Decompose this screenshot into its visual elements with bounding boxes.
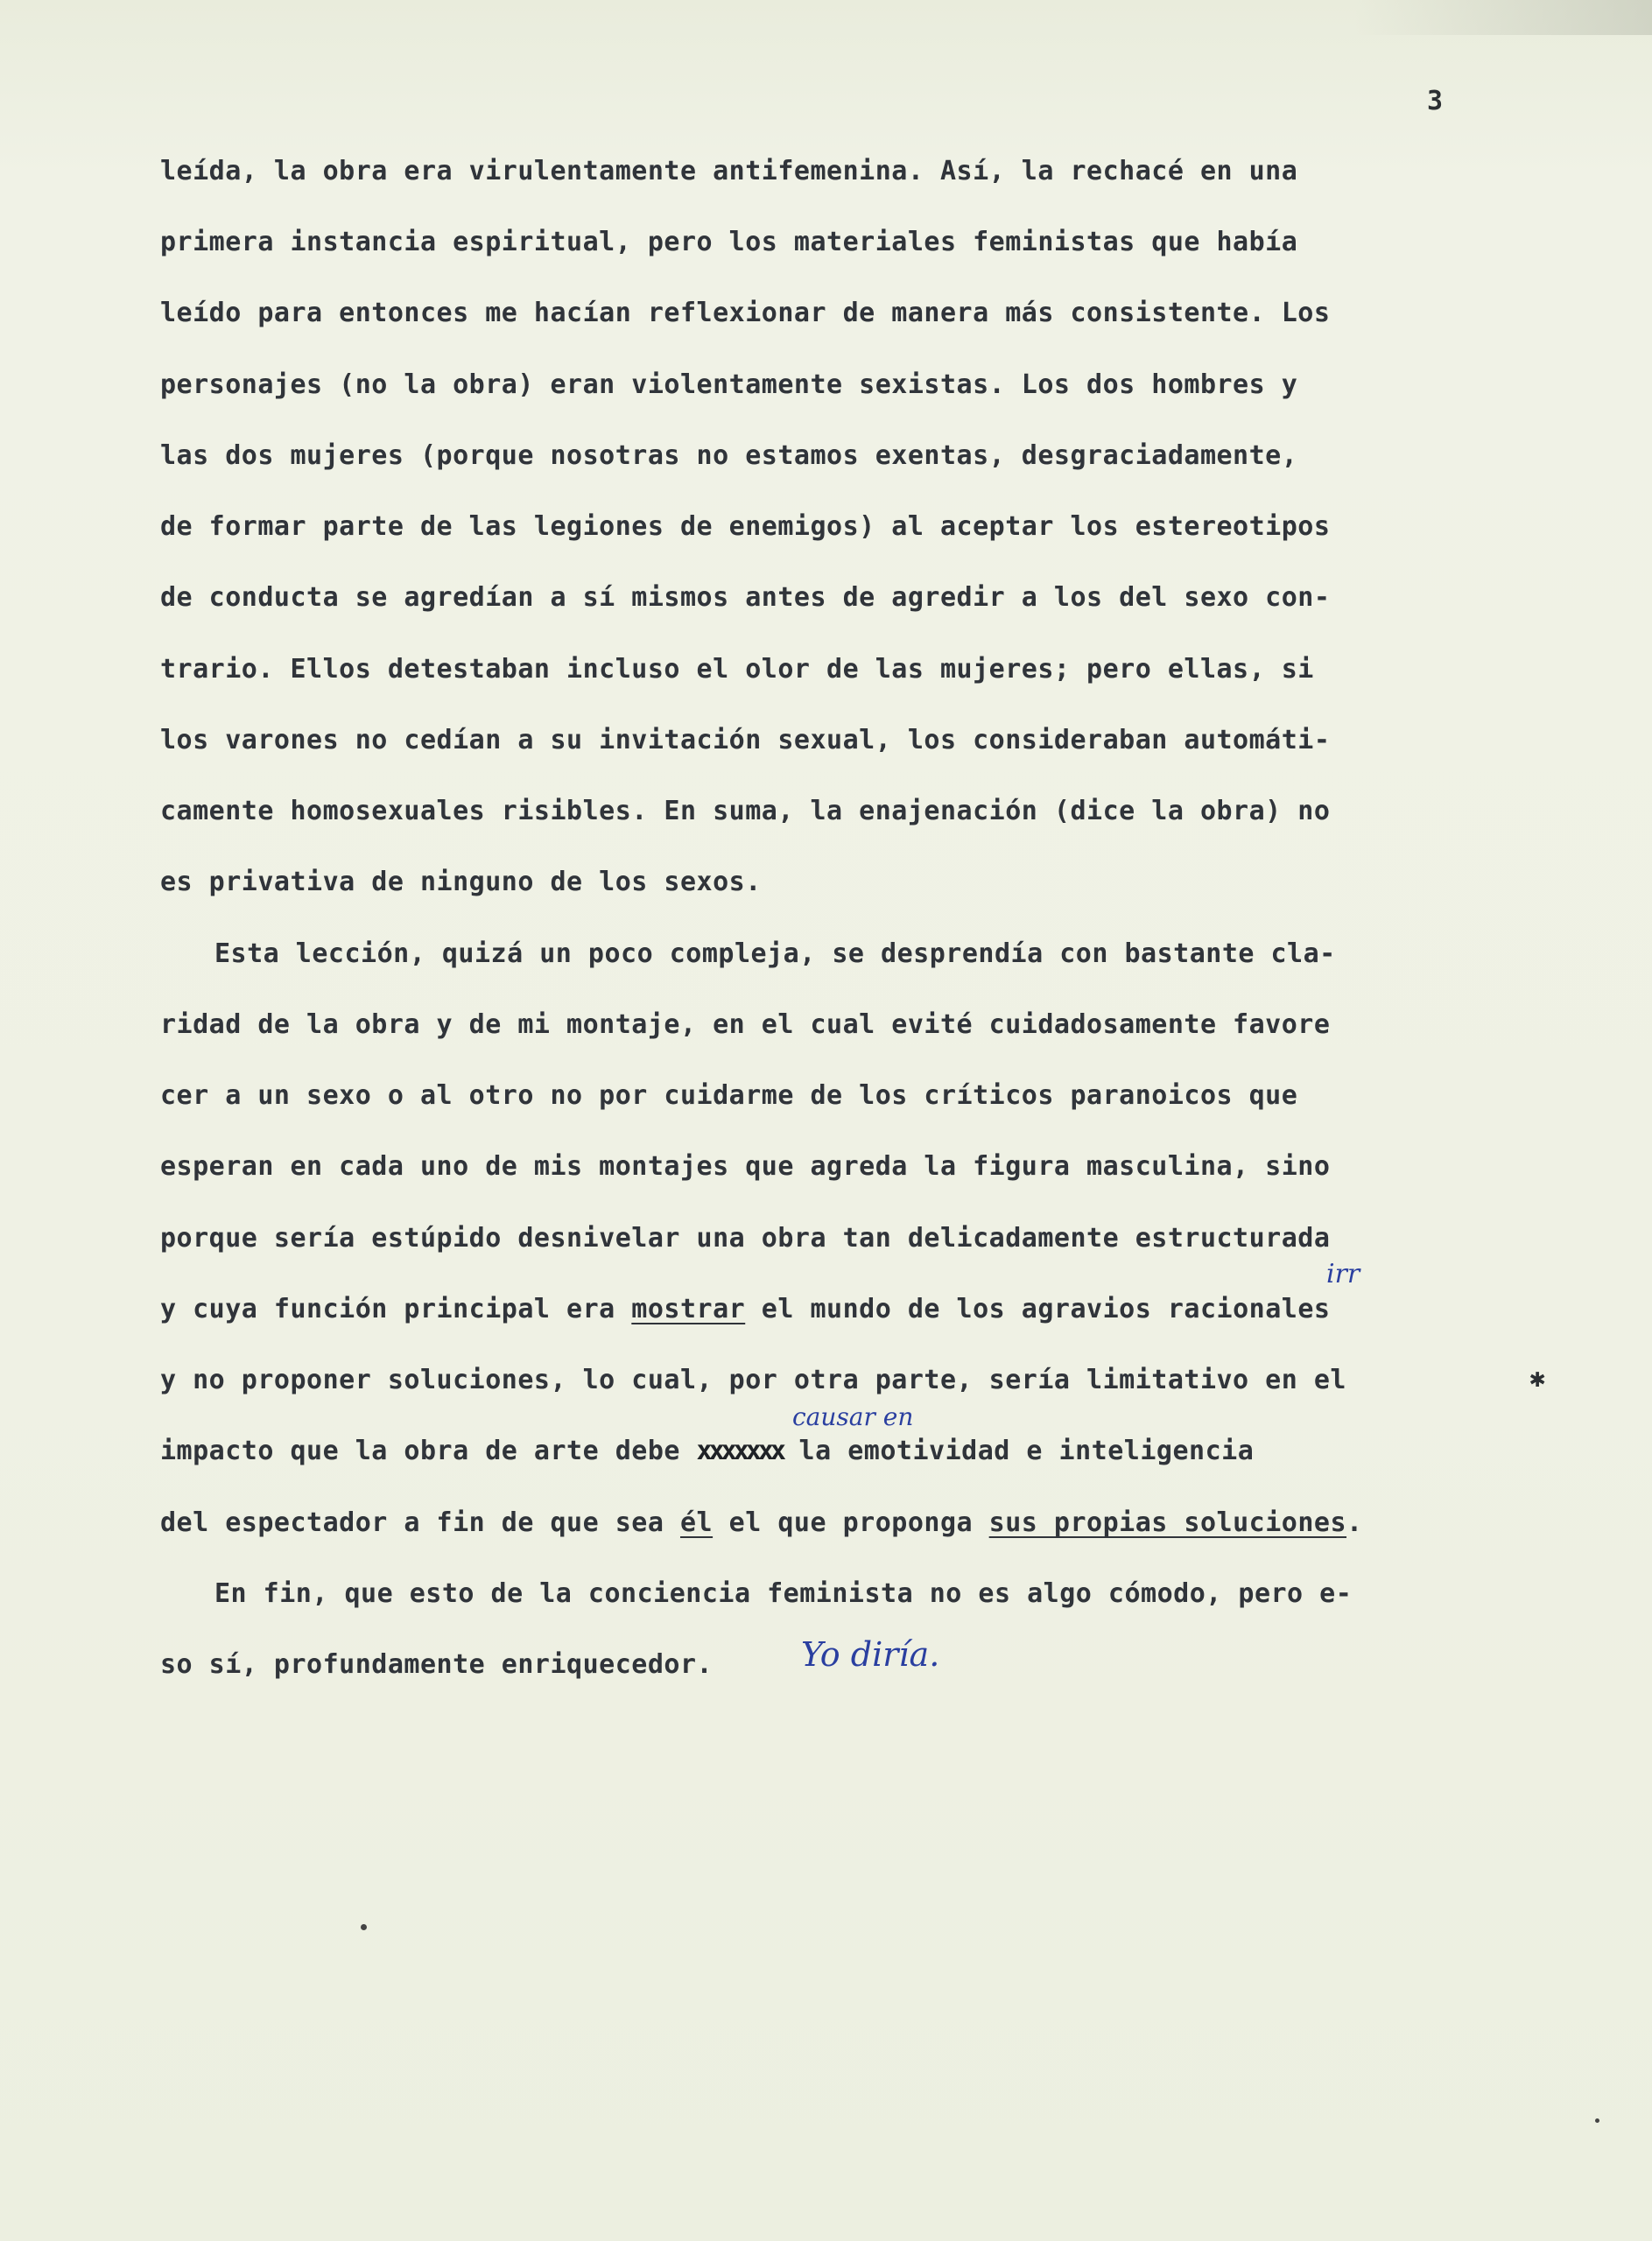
text-line-3: leído para entonces me hacían reflexionar de manera más consistente. Los <box>160 298 1331 328</box>
text-line-12: Esta lección, quizá un poco compleja, se desprendía con bastante cla- <box>214 938 1336 969</box>
text-segment: el que proponga <box>728 1507 974 1538</box>
text-line-14: cer a un sexo o al otro no por cuidarme de los críticos paranoicos que <box>160 1080 1298 1111</box>
text-line-11: es privativa de ninguno de los sexos. <box>160 867 762 897</box>
text-line-8: trario. Ellos detestaban incluso el olor de las mujeres; pero ellas, si <box>160 654 1314 685</box>
text-line-17 <box>160 1292 1543 1327</box>
text-line-19 <box>160 1434 1543 1469</box>
text-line-6: de formar parte de las legiones de enemigos) al aceptar los estereotipos <box>160 511 1331 542</box>
text-line-2: primera instancia espiritual, pero los materiales feministas que había <box>160 227 1298 257</box>
text-line-4: personajes (no la obra) eran violentamente sexistas. Los dos hombres y <box>160 369 1298 400</box>
text-segment: y cuya función principal era <box>160 1294 615 1324</box>
text-segment: la emotividad e inteligencia <box>798 1436 1255 1466</box>
text-line-7: de conducta se agredían a sí mismos antes de agredir a los del sexo con- <box>160 582 1331 613</box>
ink-speck <box>1595 2118 1599 2123</box>
handwritten-insert-irr: irr <box>1326 1259 1360 1289</box>
text-line-15: esperan en cada uno de mis montajes que agreda la figura masculina, sino <box>160 1151 1331 1182</box>
handwritten-signature-note: Yo diría. <box>801 1635 940 1674</box>
text-line-18: y no proponer soluciones, lo cual, por otra parte, sería limitativo en el <box>160 1365 1346 1395</box>
corrected-word: racionales <box>1167 1294 1331 1324</box>
underlined-word-mostrar: mostrar <box>631 1294 746 1324</box>
period: . <box>1346 1507 1363 1538</box>
text-line-21: En fin, que esto de la conciencia feminista no es algo cómodo, pero e- <box>214 1578 1353 1609</box>
text-segment: el mundo de los agravios <box>761 1294 1152 1324</box>
ink-speck <box>361 1924 367 1930</box>
text-line-16: porque sería estúpido desnivelar una obra tan delicadamente estructurada <box>160 1223 1331 1254</box>
page-number: 3 <box>1427 86 1445 116</box>
underlined-word-el: él <box>679 1507 714 1538</box>
paper-edge-smudge <box>1354 0 1652 35</box>
text-line-1: leída, la obra era virulentamente antifemenina. Así, la rechacé en una <box>160 156 1298 186</box>
text-line-9: los varones no cedían a su invitación sexual, los consideraban automáti- <box>160 725 1331 755</box>
text-line-22: so sí, profundamente enriquecedor. <box>160 1649 714 1680</box>
text-segment: del espectador a fin de que sea <box>160 1507 664 1538</box>
typed-mark: ✱ <box>1529 1363 1546 1394</box>
struck-out-word: xxxxxxx <box>696 1436 783 1466</box>
underlined-phrase: sus propias soluciones <box>988 1507 1347 1538</box>
text-line-10: camente homosexuales risibles. En suma, la enajenación (dice la obra) no <box>160 796 1331 826</box>
handwritten-insert-causar-en: causar en <box>792 1402 914 1431</box>
text-line-13: ridad de la obra y de mi montaje, en el cual evité cuidadosamente favore <box>160 1009 1331 1040</box>
text-line-5: las dos mujeres (porque nosotras no estamos exentas, desgraciadamente, <box>160 440 1298 471</box>
text-line-20 <box>160 1506 1543 1541</box>
text-segment: impacto que la obra de arte debe <box>160 1436 680 1466</box>
